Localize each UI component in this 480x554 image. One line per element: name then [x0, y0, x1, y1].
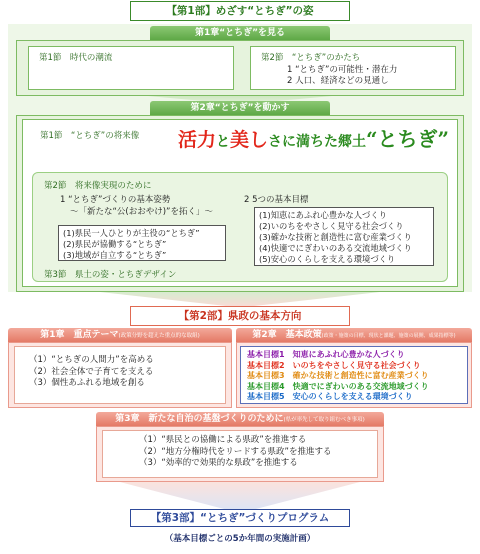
chapter1-sec2-item: 1 “とちぎ”の可能性・潜在力: [287, 65, 398, 75]
slogan-part: 美し: [230, 129, 269, 151]
list-item: (2)県民が協働する“とちぎ”: [63, 239, 167, 249]
goal-label: 基本目標4: [247, 381, 285, 391]
chapter1-sec2-title: 第2節 “とちぎ”のかたち: [261, 53, 361, 63]
goal-row: [247, 392, 467, 403]
part2-chapter1-header-label: 第1章 重点テーマ: [40, 330, 119, 340]
basic-stance-title: 1 “とちぎ”づくりの基本姿勢: [60, 195, 171, 205]
chapter2-sec3-label: 第3節 県土の姿・とちぎデザイン: [44, 270, 177, 280]
part2-chapter2-header-label: 第2章 基本政策: [252, 330, 322, 340]
part2-chapter2-header-note: (政策・施策の目標、現状と課題、施策の展開、成果指標等): [321, 333, 456, 339]
goal-row: [247, 371, 467, 382]
chapter2-sec2-title: 第2節 将来像実現のために: [44, 181, 152, 191]
part2-chapter2-box: [240, 346, 468, 404]
list-item: (5)安心のくらしを支える環境づくり: [259, 254, 396, 264]
list-item: (2)いのちをやさしく見守る社会づくり: [259, 221, 404, 231]
goal-text: いのちをやさしく見守る社会づくり: [292, 360, 421, 370]
goal-row: [247, 361, 467, 372]
chapter1-sec2-box: [250, 46, 456, 90]
goal-text: 安心のくらしを支える環境づくり: [292, 392, 413, 401]
part2-chapter1-header-note: (政策分野を超えた重点的な取組): [118, 333, 200, 339]
goal-label: 基本目標3: [247, 371, 285, 380]
goal-row: [247, 350, 467, 361]
list-item: (4)快適でにぎわいのある交流地域づくり: [259, 243, 412, 253]
chapter1-sec1-label: 第1節 時代の潮流: [39, 53, 113, 63]
part2-chapter1-box: [14, 346, 226, 404]
part2-chapter3-box: [102, 430, 378, 478]
basic-stance-list: [58, 225, 226, 261]
list-item: （1）“県民との協働による県政”を推進する: [139, 435, 307, 445]
goal-row: [247, 382, 467, 393]
down-arrow: [120, 482, 360, 510]
goal-text: 確かな技術と創造性に富む産業づくり: [292, 371, 429, 380]
chapter2-header: 第2章“とちぎ”を動かす: [150, 101, 330, 115]
basic-goals-list: [254, 207, 434, 266]
list-item: （2）“地方分権時代をリードする県政”を推進する: [139, 446, 332, 457]
chapter1-sec1-box: [28, 46, 234, 90]
part2-chapter3-header-note: (県が率先して取り組むべき事項): [283, 417, 365, 423]
part1-title: 【第1部】めざす“とちぎ”の姿: [130, 1, 350, 21]
slogan-part: “とちぎ”: [366, 127, 450, 151]
goal-text: 知恵にあふれ心豊かな人づくり: [292, 350, 405, 359]
list-item: （2）社会全体で子育てを支える: [29, 366, 154, 377]
list-item: (3)確かな技術と創造性に富む産業づくり: [259, 232, 412, 242]
goal-label: 基本目標1: [247, 350, 285, 359]
basic-goals-title: 2 5つの基本目標: [244, 195, 309, 205]
list-item: (1)県民一人ひとりが主役の“とちぎ”: [63, 228, 200, 238]
goal-label: 基本目標5: [247, 392, 285, 401]
basic-stance-subtitle: ～「新たな“公(おおやけ)”を拓く」～: [70, 207, 213, 217]
chapter1-sec2-item: 2 人口、経済などの見通し: [287, 76, 389, 86]
goal-label: 基本目標2: [247, 360, 285, 370]
part3-note: （基本目標ごとの5か年間の実施計画）: [164, 534, 316, 544]
part2-chapter1-header: [8, 328, 232, 342]
list-item: （3）“効率的で効果的な県政”を推進する: [139, 458, 298, 468]
slogan-part: 活力: [178, 129, 217, 151]
list-item: (1)知恵にあふれ心豊かな人づくり: [259, 210, 387, 220]
chapter1-header: 第1章“とちぎ”を見る: [150, 26, 330, 40]
part3-title: 【第3部】“とちぎ”づくりプログラム: [130, 509, 350, 527]
list-item: （3）個性あふれる地域を創る: [29, 378, 145, 388]
slogan-part: と: [216, 134, 231, 150]
part2-chapter3-header-label: 第3章 新たな自治の基盤づくりのために: [115, 414, 284, 424]
part2-title: 【第2部】県政の基本方向: [130, 306, 350, 326]
list-item: (3)地域が自立する“とちぎ”: [63, 250, 167, 260]
down-arrow: [100, 292, 380, 306]
part2-chapter2-header: [236, 328, 472, 342]
chapter2-sec1-label: 第1節 “とちぎ”の将来像: [40, 131, 140, 141]
goal-text: 快適でにぎわいのある交流地域づくり: [292, 381, 429, 391]
slogan: [178, 123, 449, 152]
list-item: （1）“とちぎの人間力”を高める: [29, 355, 154, 365]
part2-chapter3-header: [96, 412, 384, 426]
slogan-part: さに満ちた郷土: [268, 134, 367, 150]
